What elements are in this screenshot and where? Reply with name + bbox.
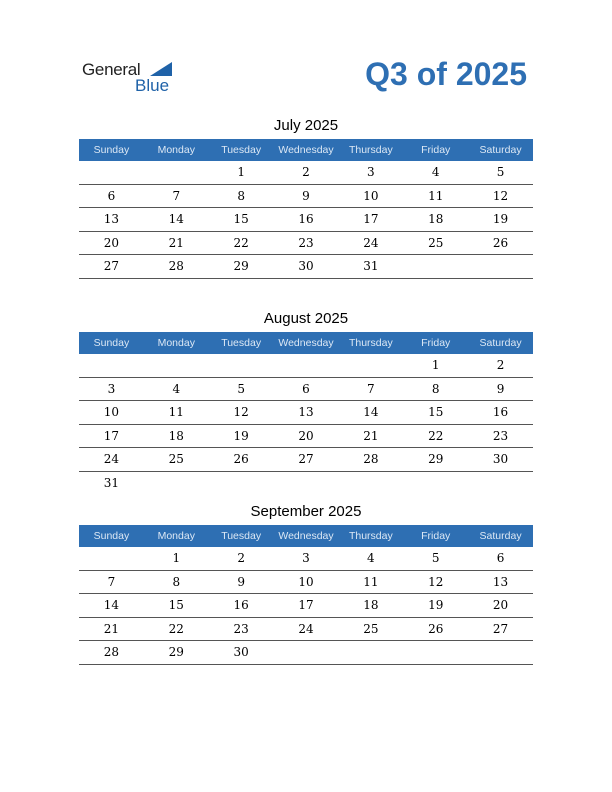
day-cell: 8 bbox=[237, 188, 245, 203]
day-cell bbox=[79, 354, 144, 377]
day-cell: 4 bbox=[367, 551, 375, 565]
day-cell: 11 bbox=[428, 188, 444, 203]
day-cell: 1 bbox=[237, 165, 245, 179]
day-cell: 18 bbox=[168, 428, 184, 443]
day-cell: 26 bbox=[233, 452, 249, 466]
day-cell bbox=[274, 354, 339, 377]
day-cell: 17 bbox=[363, 212, 379, 226]
day-cell: 12 bbox=[233, 405, 249, 419]
weekday-header bbox=[79, 332, 533, 354]
week-row bbox=[79, 547, 533, 571]
day-cell: 14 bbox=[103, 598, 120, 612]
weekday-label: Tuesday bbox=[221, 144, 262, 156]
day-cell: 30 bbox=[492, 452, 509, 466]
day-cell bbox=[274, 472, 339, 495]
day-cell: 25 bbox=[428, 235, 444, 250]
weekday-label: Sunday bbox=[93, 530, 130, 542]
day-cell bbox=[468, 472, 533, 495]
day-cell: 13 bbox=[492, 574, 509, 589]
month-title: August 2025 bbox=[263, 310, 349, 327]
weekday-label: Saturday bbox=[479, 144, 522, 156]
day-cell: 29 bbox=[428, 452, 444, 466]
day-cell: 22 bbox=[168, 621, 184, 636]
day-cell: 28 bbox=[103, 645, 120, 659]
day-cell bbox=[144, 161, 209, 184]
weekday-label: Monday bbox=[157, 337, 195, 349]
day-cell: 22 bbox=[233, 235, 249, 250]
day-cell: 22 bbox=[428, 428, 444, 443]
day-cell: 27 bbox=[298, 452, 314, 466]
day-cell: 9 bbox=[237, 574, 245, 589]
day-cell bbox=[144, 354, 209, 377]
day-cell: 5 bbox=[431, 551, 440, 565]
weekday-label: Wednesday bbox=[278, 144, 334, 156]
day-cell: 20 bbox=[103, 235, 120, 250]
day-cell: 9 bbox=[302, 188, 310, 203]
weekday-label: Monday bbox=[157, 144, 195, 156]
day-cell: 26 bbox=[428, 621, 444, 636]
day-cell: 2 bbox=[302, 165, 310, 179]
month-calendar bbox=[79, 502, 533, 665]
day-cell: 28 bbox=[363, 452, 379, 466]
day-cell bbox=[274, 641, 339, 664]
day-cell: 7 bbox=[172, 188, 181, 203]
day-cell: 21 bbox=[363, 428, 379, 443]
day-cell: 18 bbox=[363, 598, 379, 612]
day-cell bbox=[209, 354, 274, 377]
day-cell: 26 bbox=[492, 235, 509, 250]
day-cell: 2 bbox=[496, 358, 505, 372]
day-cell: 25 bbox=[363, 621, 379, 636]
day-cell bbox=[338, 354, 403, 377]
day-cell: 19 bbox=[428, 598, 444, 612]
day-cell bbox=[79, 161, 144, 184]
day-cell: 8 bbox=[431, 381, 440, 396]
day-cell: 4 bbox=[172, 381, 181, 396]
week-row bbox=[79, 232, 533, 256]
day-cell: 23 bbox=[492, 428, 509, 443]
day-cell: 27 bbox=[103, 259, 120, 273]
day-cell bbox=[468, 255, 533, 278]
week-row bbox=[79, 448, 533, 472]
day-cell: 16 bbox=[492, 405, 509, 419]
weekday-label: Thursday bbox=[348, 144, 393, 156]
day-cell: 17 bbox=[298, 598, 314, 612]
day-cell: 19 bbox=[492, 212, 509, 226]
logo-triangle-icon bbox=[150, 62, 172, 76]
day-cell: 5 bbox=[496, 165, 505, 179]
day-cell bbox=[468, 641, 533, 664]
week-row bbox=[79, 208, 533, 232]
week-row bbox=[79, 185, 533, 209]
weekday-label: Thursday bbox=[348, 337, 393, 349]
weekday-label: Monday bbox=[157, 530, 195, 542]
weekday-label: Wednesday bbox=[278, 530, 334, 542]
day-cell: 17 bbox=[103, 428, 120, 443]
day-cell: 5 bbox=[237, 381, 245, 396]
day-cell bbox=[403, 472, 468, 495]
day-cell: 1 bbox=[172, 551, 181, 565]
day-cell: 15 bbox=[168, 598, 184, 612]
day-cell: 3 bbox=[107, 381, 116, 396]
day-cell: 24 bbox=[298, 621, 314, 636]
day-cell: 23 bbox=[233, 621, 249, 636]
day-cell: 20 bbox=[492, 598, 509, 612]
day-cell: 29 bbox=[233, 259, 249, 273]
month-calendar bbox=[79, 309, 533, 494]
day-cell: 6 bbox=[496, 551, 505, 565]
day-cell bbox=[79, 547, 144, 570]
weekday-label: Saturday bbox=[479, 530, 522, 542]
day-cell bbox=[209, 472, 274, 495]
day-cell: 23 bbox=[298, 235, 314, 250]
logo-text-general: General bbox=[82, 60, 141, 79]
day-cell: 18 bbox=[428, 212, 444, 226]
day-cell: 21 bbox=[168, 235, 184, 250]
week-row bbox=[79, 161, 533, 185]
day-cell: 30 bbox=[298, 259, 314, 273]
month-calendar bbox=[79, 116, 533, 279]
day-cell bbox=[403, 641, 468, 664]
day-cell: 9 bbox=[496, 381, 505, 396]
weekday-label: Tuesday bbox=[221, 337, 262, 349]
week-row bbox=[79, 425, 533, 449]
week-row bbox=[79, 641, 533, 665]
page-title: Q3 of 2025 bbox=[365, 56, 527, 92]
day-cell: 25 bbox=[168, 452, 184, 466]
week-row bbox=[79, 378, 533, 402]
day-cell: 31 bbox=[363, 259, 379, 273]
day-cell: 7 bbox=[107, 574, 116, 589]
day-cell: 11 bbox=[363, 574, 379, 589]
day-cell: 16 bbox=[298, 212, 314, 226]
day-cell: 3 bbox=[367, 165, 375, 179]
day-cell: 8 bbox=[172, 574, 181, 589]
day-cell: 13 bbox=[298, 405, 314, 419]
day-cell: 29 bbox=[168, 645, 184, 659]
day-cell: 30 bbox=[233, 645, 249, 659]
day-cell bbox=[338, 472, 403, 495]
weekday-header bbox=[79, 525, 533, 547]
day-cell bbox=[403, 255, 468, 278]
day-cell: 7 bbox=[367, 381, 375, 396]
day-cell bbox=[144, 472, 209, 495]
day-cell: 6 bbox=[107, 188, 116, 203]
day-cell bbox=[338, 641, 403, 664]
day-cell: 16 bbox=[233, 598, 249, 612]
day-cell: 20 bbox=[298, 428, 314, 443]
week-row bbox=[79, 618, 533, 642]
weekday-label: Friday bbox=[421, 530, 451, 542]
weekday-label: Sunday bbox=[93, 144, 130, 156]
day-cell: 12 bbox=[492, 188, 509, 203]
day-cell: 3 bbox=[302, 551, 310, 565]
day-cell: 15 bbox=[428, 405, 444, 419]
week-row bbox=[79, 571, 533, 595]
day-cell: 10 bbox=[363, 188, 379, 203]
day-cell: 31 bbox=[103, 475, 120, 490]
day-cell: 2 bbox=[237, 551, 245, 565]
week-row bbox=[79, 354, 533, 378]
weekday-label: Tuesday bbox=[221, 530, 262, 542]
day-cell: 11 bbox=[168, 405, 184, 419]
day-cell: 28 bbox=[168, 259, 184, 273]
day-cell: 4 bbox=[431, 165, 440, 179]
week-row bbox=[79, 594, 533, 618]
logo bbox=[82, 60, 182, 96]
day-cell: 19 bbox=[233, 428, 249, 443]
day-cell: 6 bbox=[302, 381, 310, 396]
day-cell: 12 bbox=[428, 574, 444, 589]
month-title: September 2025 bbox=[250, 503, 362, 520]
weekday-label: Saturday bbox=[479, 337, 522, 349]
day-cell: 24 bbox=[363, 235, 379, 250]
week-row bbox=[79, 255, 533, 279]
day-cell: 15 bbox=[233, 212, 249, 226]
day-cell: 27 bbox=[492, 621, 509, 636]
weekday-header bbox=[79, 139, 533, 161]
weekday-label: Wednesday bbox=[278, 337, 334, 349]
day-cell: 10 bbox=[298, 574, 314, 589]
day-cell: 14 bbox=[168, 212, 184, 226]
day-cell: 13 bbox=[103, 212, 120, 226]
day-cell: 1 bbox=[431, 358, 440, 372]
day-cell: 14 bbox=[363, 405, 379, 419]
weekday-label: Sunday bbox=[93, 337, 130, 349]
weekday-label: Thursday bbox=[348, 530, 393, 542]
day-cell: 21 bbox=[103, 621, 120, 636]
weekday-label: Friday bbox=[421, 337, 451, 349]
logo-text-blue: Blue bbox=[135, 76, 170, 95]
day-cell: 10 bbox=[103, 405, 120, 419]
day-cell: 24 bbox=[103, 452, 120, 466]
month-title: July 2025 bbox=[273, 117, 339, 134]
week-row bbox=[79, 401, 533, 425]
week-row bbox=[79, 472, 533, 495]
weekday-label: Friday bbox=[421, 144, 451, 156]
